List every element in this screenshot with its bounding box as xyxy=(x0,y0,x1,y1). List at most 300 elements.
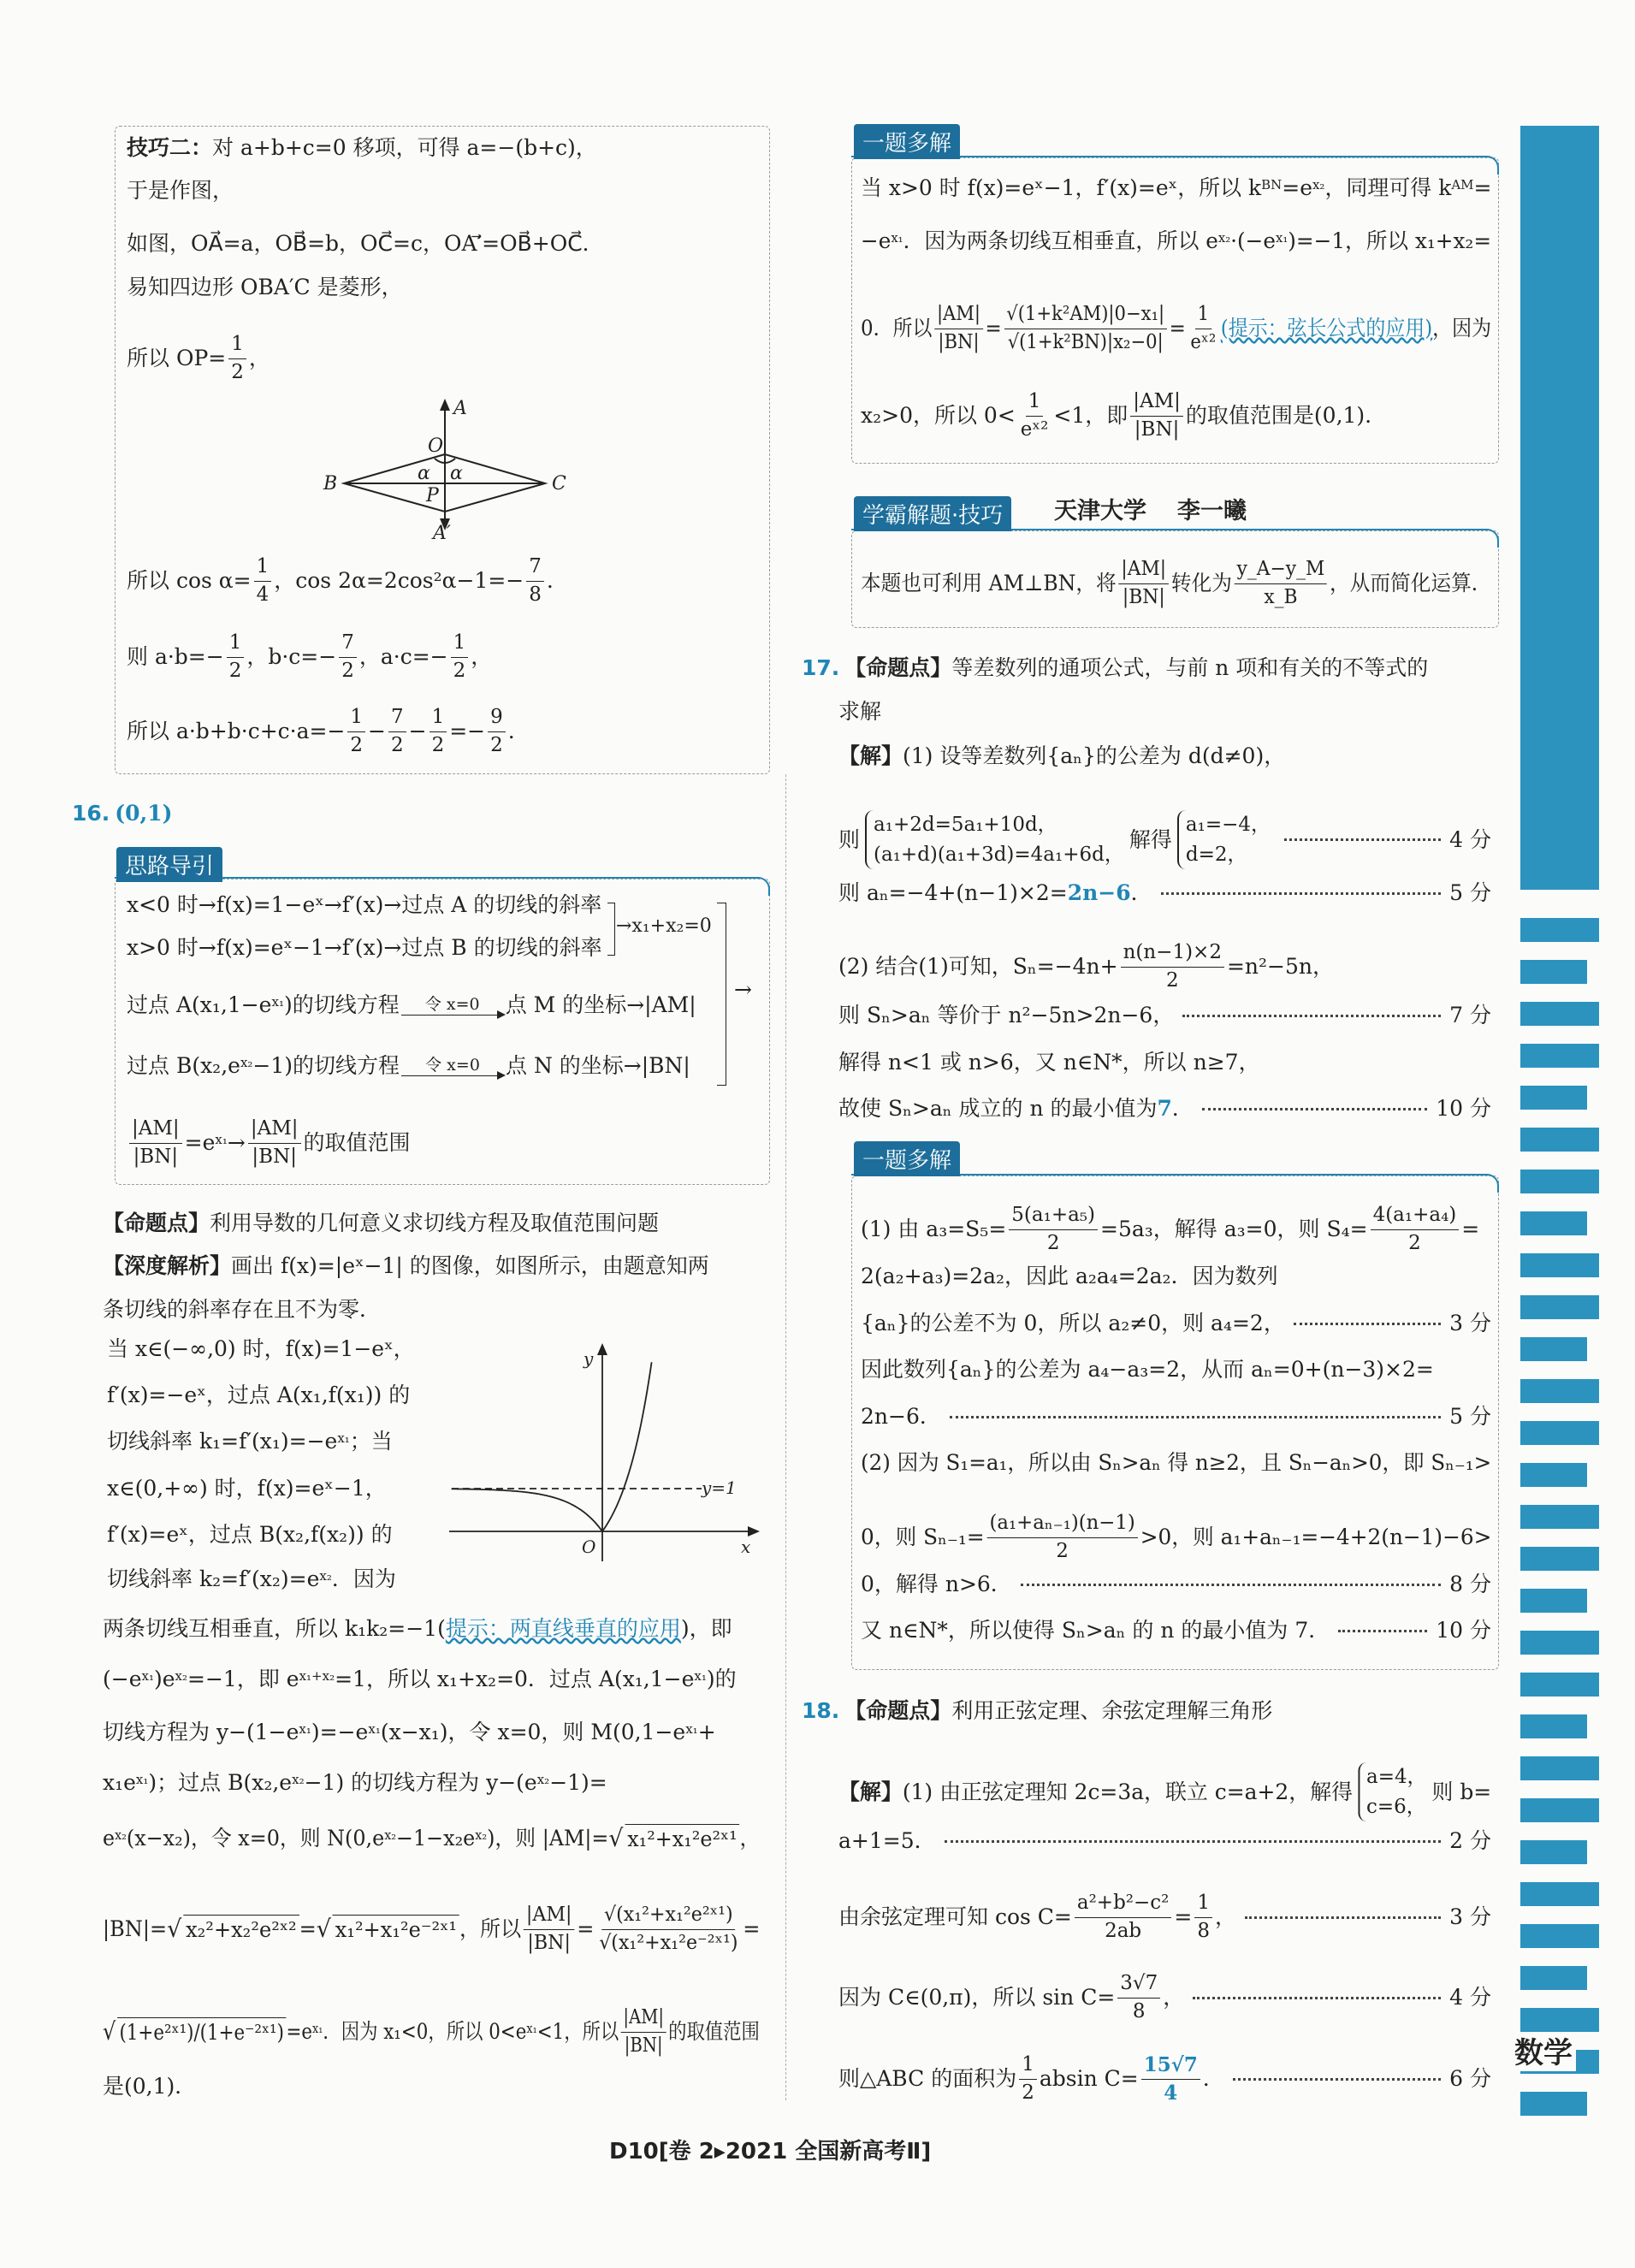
sidebar-stripe xyxy=(1520,1421,1599,1445)
text-run: 的取值范围 xyxy=(303,1130,411,1156)
section-label: 【解】 xyxy=(838,743,903,768)
text-run: 故使 Sₙ>aₙ 成立的 n 的最小值为 xyxy=(838,1096,1158,1121)
question-number: 18. xyxy=(802,1698,840,1723)
multi-box-2-top xyxy=(851,1174,1499,1193)
dotted-leader xyxy=(945,1840,1442,1843)
fraction xyxy=(1141,2053,1200,2105)
dotted-leader xyxy=(1161,892,1442,895)
section-label: 技巧二： xyxy=(127,135,213,160)
multi-solution-tab-2: 一题多解 xyxy=(854,1141,960,1176)
left-line xyxy=(127,333,270,384)
graph-x-label: x xyxy=(741,1537,751,1557)
fraction xyxy=(1117,1972,1160,2023)
text-run: ， xyxy=(739,1825,761,1851)
text-run: 0．所以 xyxy=(861,316,933,341)
left-line xyxy=(127,935,602,961)
sidebar-stripe xyxy=(1520,1002,1599,1026)
text-run: 0，则 Sₙ₋₁= xyxy=(861,1525,985,1550)
text-run: |BN|= xyxy=(103,1916,168,1942)
text-run: x<0 时→f(x)=1−eˣ→f′(x)→过点 A 的切线的斜率 xyxy=(127,892,602,917)
right-line xyxy=(838,810,1491,869)
numerator: n(n−1)×2 xyxy=(1121,941,1224,968)
sidebar-stripe xyxy=(1520,1840,1587,1864)
text-run: 2n−6． xyxy=(861,1404,941,1429)
text-run: −1) 的切线方程为 y−(e xyxy=(304,1770,537,1795)
sidebar-stripe xyxy=(1520,1463,1587,1487)
fraction xyxy=(1235,558,1327,609)
text-run: ， xyxy=(1163,1985,1185,2010)
footer xyxy=(609,2139,931,2165)
denominator: |BN| xyxy=(252,1145,297,1168)
right-line xyxy=(861,228,1491,254)
equation-system xyxy=(1177,810,1271,869)
text-run: ·(−e xyxy=(1230,228,1276,253)
text-run: −1)的切线方程 xyxy=(252,1053,400,1078)
score xyxy=(1233,2066,1491,2092)
text-run: )=−e xyxy=(311,1720,369,1744)
text-run: = xyxy=(577,1916,595,1942)
left-line xyxy=(107,1522,393,1548)
left-line xyxy=(127,631,492,683)
text-run: )的切线方程 xyxy=(283,992,400,1017)
numerator: 9 xyxy=(488,706,506,732)
section-label: 【命题点】 xyxy=(844,655,952,680)
left-line xyxy=(107,1383,410,1408)
text-run: (1) 由 a₃=S₅= xyxy=(861,1217,1007,1242)
denominator: x_B xyxy=(1264,585,1298,608)
right-line xyxy=(861,1618,1491,1643)
text-run: 易知四边形 OBA′C 是菱形， xyxy=(127,275,403,299)
superscript: AM xyxy=(1451,177,1474,192)
fraction xyxy=(526,555,544,607)
denominator: 2 xyxy=(350,733,364,756)
text-run: 则 a·b=− xyxy=(127,644,224,670)
numerator: |AM| xyxy=(1119,558,1169,584)
numerator: 1 xyxy=(1195,303,1211,329)
text-run: x∈(0,+∞) 时，f(x)=eˣ−1， xyxy=(107,1476,387,1501)
fraction xyxy=(1188,303,1218,354)
text-run: 所以 a·b+b·c+c·a=− xyxy=(127,719,346,744)
fraction xyxy=(1121,941,1224,992)
numerator: √(x₁²+x₁²e²ˣ¹) xyxy=(601,1904,735,1930)
left-line xyxy=(103,1616,732,1642)
sqrt-content: x₁²+x₁²e⁻²ˣ¹ xyxy=(333,1915,459,1942)
sidebar-block xyxy=(1520,126,1599,890)
text-run: )；过点 B(x₂,e xyxy=(148,1770,293,1795)
dotted-leader xyxy=(1294,1323,1441,1325)
fraction xyxy=(987,1512,1138,1563)
score-value: 5 分 xyxy=(1449,880,1491,905)
right-line xyxy=(861,1572,1491,1597)
right-line xyxy=(838,1828,1491,1854)
superscript: x₂ xyxy=(319,1568,332,1584)
denominator: 2 xyxy=(1165,968,1179,992)
denominator: 2ab xyxy=(1105,1919,1142,1942)
text-run: <1，所以 xyxy=(536,2019,619,2045)
right-line xyxy=(861,1204,1479,1255)
text-run: − xyxy=(408,719,427,744)
text-run: 切线方程为 y−(1−e xyxy=(103,1720,299,1744)
column-divider xyxy=(785,774,786,2100)
right-line xyxy=(802,1698,1272,1724)
right-line xyxy=(838,880,1491,906)
text-run: (x−x₂)，令 x=0，则 N(0,e xyxy=(126,1825,385,1851)
sidebar-stripe xyxy=(1520,1798,1599,1822)
text-run: 本题也可利用 AM⊥BN，将 xyxy=(861,571,1117,596)
score xyxy=(1021,1572,1491,1597)
left-line xyxy=(127,178,234,204)
equation-system xyxy=(865,810,1124,869)
superscript: x₁ xyxy=(215,1132,228,1148)
text-run: 则 xyxy=(838,826,861,852)
text-run: 切线斜率 k₂=f′(x₂)=e xyxy=(107,1566,320,1591)
system-row: a=4， xyxy=(1366,1766,1427,1788)
sidebar-stripe xyxy=(1520,1673,1599,1697)
text-run: . xyxy=(507,719,515,744)
left-line xyxy=(103,1297,381,1323)
label-A: A xyxy=(453,398,467,419)
sidebar-stripe xyxy=(1520,2092,1587,2116)
sqrt-content: x₂²+x₂²e²ˣ² xyxy=(183,1915,299,1942)
text-run: 如图，OA⃗=a，OB⃗=b，OC⃗=c，OA′⃗=OB⃗+OC⃗． xyxy=(127,231,604,256)
text-run: )，则 |AM|= xyxy=(487,1825,609,1851)
text-run: = xyxy=(1461,1217,1480,1242)
label-alpha-2: α xyxy=(450,463,463,484)
right-line xyxy=(838,743,1285,769)
text-run: e xyxy=(103,1825,116,1851)
score xyxy=(1182,1003,1491,1028)
left-line xyxy=(127,135,597,161)
left-line xyxy=(127,275,403,300)
fraction xyxy=(524,1904,574,1955)
curve xyxy=(452,1362,652,1531)
system-row: d=2， xyxy=(1185,843,1247,866)
superscript: x₁ xyxy=(685,1721,698,1737)
numerator: 1 xyxy=(228,333,246,359)
text-run: )e xyxy=(153,1667,175,1691)
sidebar-stripe xyxy=(1520,1924,1599,1948)
numerator: 1 xyxy=(429,706,447,732)
page-source: [卷 2▸2021 全国新高考Ⅱ] xyxy=(658,2139,932,2164)
numerator: 1 xyxy=(451,631,469,658)
text-run: 由余弦定理可知 cos C= xyxy=(838,1904,1072,1930)
right-line xyxy=(838,1972,1491,2023)
text-run: . xyxy=(546,568,554,594)
text-run: 点 M 的坐标→|AM| xyxy=(505,992,696,1017)
text-run: 过点 B(x₂,e xyxy=(127,1053,240,1078)
text-run: 点 N 的坐标→|BN| xyxy=(506,1053,690,1078)
text-run: 对 a+b+c=0 移项，可得 a=−(b+c)， xyxy=(212,135,597,160)
guide-bracket-1 xyxy=(607,903,615,956)
left-line xyxy=(103,1824,760,1853)
superscript: x₂ xyxy=(240,1055,253,1070)
guide-bracket-2 xyxy=(717,903,726,1086)
arrow-label: 令 x=0 xyxy=(425,1056,480,1075)
xueba-tab: 学霸解题·技巧 xyxy=(854,496,1011,531)
fraction xyxy=(488,706,506,757)
label-P: P xyxy=(426,485,439,506)
text-run: =1，所以 x₁+x₂=0．过点 A(x₁,1−e xyxy=(335,1667,695,1691)
superscript: x₁ xyxy=(526,2021,537,2037)
score-value: 3 分 xyxy=(1449,1904,1491,1930)
sidebar-stripe xyxy=(1520,1966,1587,1990)
text-run: ，a·c=− xyxy=(358,644,448,670)
text-run: 则△ABC 的面积为 xyxy=(838,2066,1017,2092)
text-run: → xyxy=(227,1130,246,1156)
text-run: 所以 OP= xyxy=(127,346,227,371)
sidebar-stripe xyxy=(1520,918,1599,942)
label-O: O xyxy=(428,435,444,457)
denominator: |BN| xyxy=(624,2034,663,2057)
sidebar-stripe xyxy=(1520,1756,1599,1780)
label-alpha-1: α xyxy=(418,463,430,484)
score-value: 2 分 xyxy=(1449,1828,1491,1853)
superscript: x₂ xyxy=(1217,230,1231,246)
text-run: ， xyxy=(248,346,270,371)
numerator: 15√7 xyxy=(1141,2053,1200,2080)
right-line xyxy=(838,2053,1491,2105)
text-run: (1) 设等差数列{aₙ}的公差为 d(d≠0)， xyxy=(903,743,1286,768)
sidebar-stripe xyxy=(1520,1379,1599,1403)
sidebar-stripe xyxy=(1520,1086,1587,1110)
numerator: a²+b²−c² xyxy=(1075,1892,1172,1918)
superscript: x₂ xyxy=(115,1827,127,1843)
superscript: x₁ xyxy=(368,1721,381,1737)
superscript: x₁ xyxy=(891,230,903,246)
right-line xyxy=(861,303,1491,354)
score-value: 3 分 xyxy=(1449,1311,1491,1335)
numerator: |AM| xyxy=(934,303,983,329)
arrow-icon xyxy=(401,1075,504,1076)
text-run: (2) 因为 S₁=a₁，所以由 Sₙ>aₙ 得 n≥2，且 Sₙ−aₙ>0，即 Sₙ₋₁> xyxy=(861,1450,1492,1475)
text-run: (−e xyxy=(103,1667,142,1691)
arrow-label: 令 x=0 xyxy=(424,995,480,1015)
text-run: 求解 xyxy=(838,699,882,724)
score-value: 10 分 xyxy=(1436,1096,1491,1121)
numerator: 1 xyxy=(227,631,245,658)
right-line xyxy=(802,655,1428,681)
text-run: = xyxy=(299,1916,317,1942)
superscript: BN xyxy=(1261,177,1283,192)
superscript: x₁ xyxy=(1275,230,1288,246)
sqrt-sign-icon: √ xyxy=(316,1915,331,1944)
score xyxy=(1338,1618,1491,1643)
denominator: 2 xyxy=(1022,2081,1034,2104)
denominator: √(x₁²+x₁²e⁻²ˣ¹) xyxy=(599,1931,738,1954)
fraction xyxy=(254,555,272,607)
text-run: ，因为 xyxy=(1432,316,1492,341)
text-run: −1−x₂e xyxy=(396,1825,476,1851)
text-run: 因此数列{aₙ}的公差为 a₄−a₃=2，从而 aₙ=0+(n−3)×2= xyxy=(861,1357,1434,1382)
author-name: 李一曦 xyxy=(1177,498,1247,524)
fraction xyxy=(621,2006,666,2058)
right-line xyxy=(838,1096,1491,1122)
left-line xyxy=(107,1336,415,1362)
fraction xyxy=(451,631,469,683)
right-line xyxy=(861,175,1491,201)
denominator: 8 xyxy=(1132,1999,1146,2022)
right-line xyxy=(861,1450,1491,1476)
left-line xyxy=(127,231,604,257)
text-run: 解得 n<1 或 n>6，又 n∈N*，所以 n≥7， xyxy=(838,1050,1260,1075)
denominator: 8 xyxy=(1197,1919,1210,1942)
sidebar-stripe xyxy=(1520,1295,1599,1319)
text-run: 解得 xyxy=(1129,826,1172,852)
right-line xyxy=(861,1311,1491,1336)
label-A-prime: A′ xyxy=(433,523,451,543)
right-line xyxy=(838,1762,1491,1821)
text-run: =n²−5n， xyxy=(1226,954,1334,980)
fraction xyxy=(934,303,983,354)
right-line xyxy=(838,941,1334,992)
right-line xyxy=(838,1003,1491,1028)
left-line xyxy=(107,1566,396,1592)
fraction xyxy=(1119,558,1169,609)
numerator: |AM| xyxy=(129,1117,182,1144)
highlight-answer: 7 xyxy=(1157,1096,1172,1121)
numerator: √(1+k²AM)|0−x₁| xyxy=(1004,303,1167,329)
guide-tab: 思路导引 xyxy=(116,847,222,882)
score-value: 5 分 xyxy=(1449,1404,1491,1429)
numerator: 1 xyxy=(1026,390,1044,417)
superscript: x₂ xyxy=(292,1772,305,1787)
text-run: 等差数列的通项公式，与前 n 项和有关的不等式的 xyxy=(951,655,1429,680)
numerator: 1 xyxy=(347,706,365,732)
dotted-leader xyxy=(950,1416,1441,1418)
system-row: a₁+2d=5a₁+10d， xyxy=(874,814,1057,836)
denominator: 2 xyxy=(228,659,242,682)
score xyxy=(1161,880,1491,906)
sidebar-stripe xyxy=(1520,1170,1599,1193)
text-run: 的取值范围是(0,1). xyxy=(1185,403,1372,429)
numerator: 7 xyxy=(339,631,357,658)
superscript: x₂ xyxy=(475,1827,488,1843)
text-run: 则 aₙ=−4+(n−1)×2= xyxy=(838,880,1068,905)
text-run: ，cos 2α=2cos²α−1=− xyxy=(274,568,524,594)
text-run: 切线斜率 k₁=f′(x₁)=−e xyxy=(107,1429,338,1454)
score-value: 7 分 xyxy=(1449,1003,1491,1027)
superscript: x₂ xyxy=(175,1668,188,1684)
denominator: 2 xyxy=(231,360,244,383)
text-run: (1) 由正弦定理知 2c=3a，联立 c=a+2，解得 xyxy=(902,1779,1354,1804)
text-run: x₂>0，所以 0< xyxy=(861,403,1016,429)
denominator: 4 xyxy=(256,583,270,606)
denominator: eˣ² xyxy=(1020,417,1049,441)
sqrt-sign-icon: √ xyxy=(608,1824,624,1852)
text-run: >0，则 a₁+aₙ₋₁=−4+2(n−1)−6> xyxy=(1140,1525,1492,1550)
text-run: x>0 时→f(x)=eˣ−1→f′(x)→过点 B 的切线的斜率 xyxy=(127,935,602,960)
label-B: B xyxy=(323,473,338,494)
graph-y-label: y xyxy=(584,1348,594,1369)
numerator: |AM| xyxy=(248,1117,301,1144)
sidebar-stripe xyxy=(1520,960,1587,984)
left-line xyxy=(103,1667,737,1692)
sidebar-stripe xyxy=(1520,1714,1587,1738)
denominator: 2 xyxy=(341,659,354,682)
numerator: 3√7 xyxy=(1117,1972,1160,1999)
fraction xyxy=(429,706,447,757)
text-run: −e xyxy=(861,228,892,253)
section-label: 【深度解析】 xyxy=(103,1253,232,1278)
text-run: = xyxy=(743,1916,761,1942)
sqrt-sign-icon: √ xyxy=(103,2017,116,2046)
right-line xyxy=(861,390,1371,441)
text-run: 所以 cos α= xyxy=(127,568,252,594)
left-line xyxy=(127,706,515,757)
page-number: D10 xyxy=(609,2139,659,2164)
text-run: 过点 A(x₁,1−e xyxy=(127,992,272,1017)
left-line xyxy=(103,1904,760,1955)
text-run: )的 xyxy=(706,1667,737,1691)
score xyxy=(1245,1904,1491,1930)
text-run: (2) 结合(1)可知，Sₙ=−4n+ xyxy=(838,954,1118,980)
question-number: 16. xyxy=(72,801,110,826)
text-run: 的取值范围 xyxy=(668,2019,760,2045)
arrow-icon xyxy=(401,1015,504,1016)
denominator: |BN| xyxy=(1122,585,1165,608)
denominator: 4 xyxy=(1164,2081,1178,2105)
text-run: 利用导数的几何意义求切线方程及取值范围问题 xyxy=(210,1211,660,1235)
fraction xyxy=(596,1904,740,1955)
score xyxy=(1202,1096,1491,1122)
left-line xyxy=(103,1253,709,1279)
left-line xyxy=(107,1476,387,1501)
dotted-leader xyxy=(1021,1584,1441,1586)
score-value: 4 分 xyxy=(1449,826,1491,852)
text-run: 条切线的斜率存在且不为零． xyxy=(103,1297,382,1322)
text-run: ． xyxy=(1202,2066,1224,2092)
hint-text: (提示：弦长公式的应用) xyxy=(1220,316,1433,341)
graph-origin-label: O xyxy=(582,1537,596,1557)
function-graph xyxy=(436,1339,770,1566)
left-line xyxy=(127,992,696,1018)
text-run: )=−1，所以 x₁+x₂= xyxy=(1288,228,1492,253)
right-line xyxy=(861,1357,1434,1383)
fraction xyxy=(347,706,365,757)
sidebar-stripe xyxy=(1520,1128,1599,1152)
text-run: ．因为 x₁<0，所以 0<e xyxy=(323,2019,527,2045)
denominator: 2 xyxy=(431,733,445,756)
multi-solution-tab-1: 一题多解 xyxy=(854,124,960,159)
text-run: x₁e xyxy=(103,1770,136,1795)
score-value: 8 分 xyxy=(1449,1572,1491,1596)
section-label: 【命题点】 xyxy=(844,1698,952,1723)
highlight-answer: 2n−6 xyxy=(1067,880,1131,905)
hint-text: 提示：两直线垂直的应用 xyxy=(445,1616,681,1641)
score xyxy=(945,1828,1491,1854)
author-university: 天津大学 xyxy=(1054,498,1146,524)
score-value: 4 分 xyxy=(1449,1985,1491,2010)
graph-asymptote-label: y=1 xyxy=(702,1477,737,1498)
numerator: 4(a₁+a₄) xyxy=(1371,1204,1460,1230)
text-run: 于是作图， xyxy=(127,178,234,203)
text-run: =− xyxy=(449,719,486,744)
text-run: 当 x>0 时 f(x)=eˣ−1，f′(x)=eˣ，所以 k xyxy=(861,175,1262,200)
sidebar-stripe xyxy=(1520,1631,1599,1655)
fraction xyxy=(1018,390,1051,441)
numerator: 1 xyxy=(1194,1892,1212,1918)
fraction xyxy=(1004,303,1167,354)
sidebar-stripe xyxy=(1520,1547,1599,1571)
xueba-box-top xyxy=(851,529,1499,548)
denominator: 2 xyxy=(453,659,466,682)
text-run: 又 n∈N*，所以使得 Sₙ>aₙ 的 n 的最小值为 7． xyxy=(861,1618,1330,1643)
text-run: 是(0,1)． xyxy=(103,2074,197,2099)
superscript: x₂ xyxy=(1312,177,1325,192)
score-value: 10 分 xyxy=(1436,1618,1491,1643)
left-line xyxy=(107,1429,393,1454)
right-line xyxy=(861,1264,1278,1289)
